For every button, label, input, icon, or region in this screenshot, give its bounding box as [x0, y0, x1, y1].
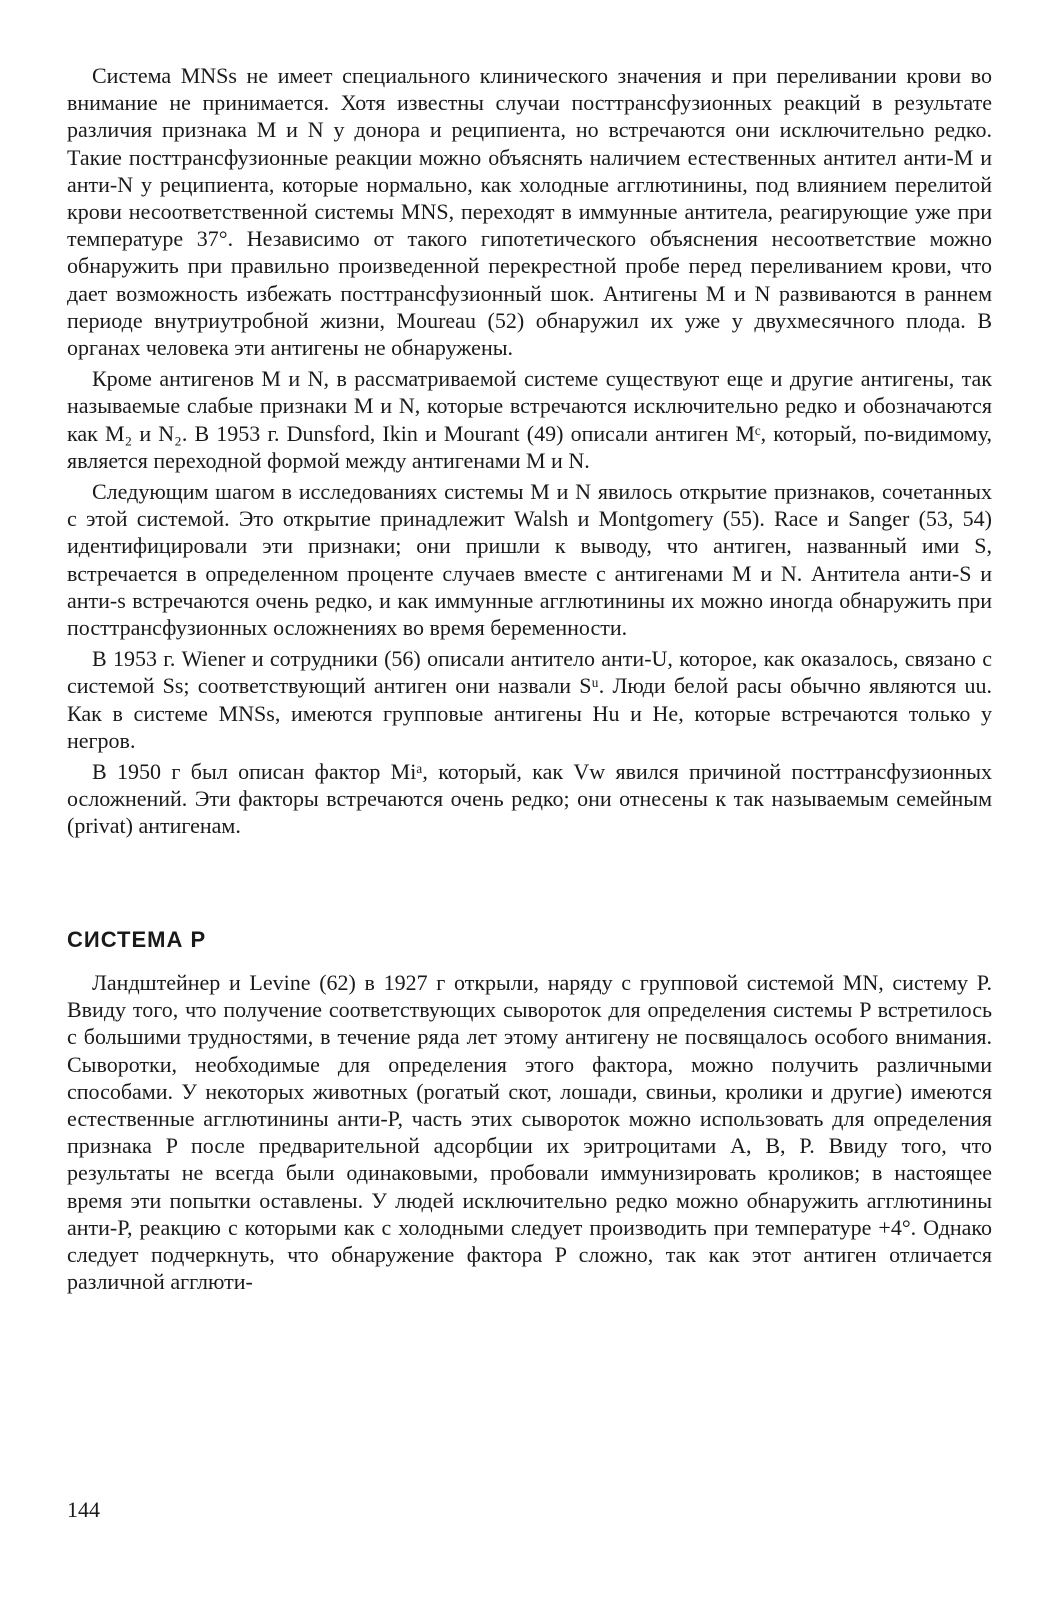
paragraph-system-p: Ландштейнер и Levine (62) в 1927 г открыли, наряду с групповой системой MN, систему P. Ввиду того, что получение соответствующих сывороток для определения системы P встретилось с большими трудностями, в течение ряда лет этому антигену не посвящалось особого внимания. Сыворотки, необходимые для определения этого фактора, можно получить различными способами. У некоторых животных (рогатый скот, лошади, свиньи, кролики и другие) имеются естественные агглютинины анти-P, часть этих сывороток можно использовать для определения признака P после предварительной адсорбции их эритроцитами A, B, P. Ввиду того, что результаты не всегда были одинаковыми, пробовали иммунизировать кроликов; в настоящее время эти попытки оставлены. У людей исключительно редко можно обнаружить агглютинины анти-P, реакцию с которыми как с холодными следует производить при температуре +4°. Однако следует подчеркнуть, что обнаружение фактора P сложно, так как этот антиген отличается различной агглюти- [67, 969, 992, 1295]
page-body [67, 62, 992, 1299]
page-number: 144 [67, 1497, 100, 1522]
paragraph-anti-u: В 1953 г. Wiener и сотрудники (56) описали антитело анти-U, которое, как оказалось, связано с системой Ss; соответствующий антиген они назвали Sᵘ. Люди белой расы обычно являются uu. Как в системе MNSs, имеются групповые антигены Hu и He, которые встречаются только у негров. [67, 646, 992, 753]
paragraph-mia-factor: В 1950 г был описан фактор Miᵃ, который, как Vw явился причиной посттрансфузионных осложнений. Эти факторы встречаются очень редко; они отнесены к так называемым семейным (privat) антигенам. [67, 759, 992, 839]
section-heading-system-p: СИСТЕМА P [67, 926, 207, 952]
paragraph-weak-antigens: Кроме антигенов M и N, в рассматриваемой системе существуют еще и другие антигены, так называемые слабые признаки M и N, которые встречаются исключительно редко и обозначаются как M₂ и N₂. В 1953 г. Dunsford, Ikin и Mourant (49) описали антиген Mᶜ, который, по-видимому, является переходной формой между антигенами M и N. [67, 366, 992, 473]
paragraph-s-antigen: Следующим шагом в исследованиях системы M и N явилось открытие признаков, сочетанных с этой системой. Это открытие принадлежит Walsh и Montgomery (55). Race и Sanger (53, 54) идентифицировали эти признаки; они пришли к выводу, что антиген, названный ими S, встречается в определенном проценте случаев вместе с антигенами M и N. Антитела анти-S и анти-s встречаются очень редко, и как иммунные агглютинины их можно иногда обнаружить при посттрансфузионных осложнениях во время беременности. [67, 479, 992, 641]
paragraph-mnss-clinical: Система MNSs не имеет специального клинического значения и при переливании крови во внимание не принимается. Хотя известны случаи посттрансфузионных реакций в результате различия признака M и N у донора и реципиента, но встречаются они исключительно редко. Такие посттрансфузионные реакции можно объяснять наличием естественных антител анти-M и анти-N у реципиента, которые нормально, как холодные агглютинины, под влиянием перелитой крови несоответственной системы MNS, переходят в иммунные антитела, реагирующие уже при температуре 37°. Независимо от такого гипотетического объяснения несоответствие можно обнаружить при правильно произведенной перекрестной пробе перед переливанием крови, что дает возможность избежать посттрансфузионный шок. Антигены M и N развиваются в раннем периоде внутриутробной жизни, Moureau (52) обнаружил их уже у двухмесячного плода. В органах человека эти антигены не обнаружены. [67, 63, 992, 361]
